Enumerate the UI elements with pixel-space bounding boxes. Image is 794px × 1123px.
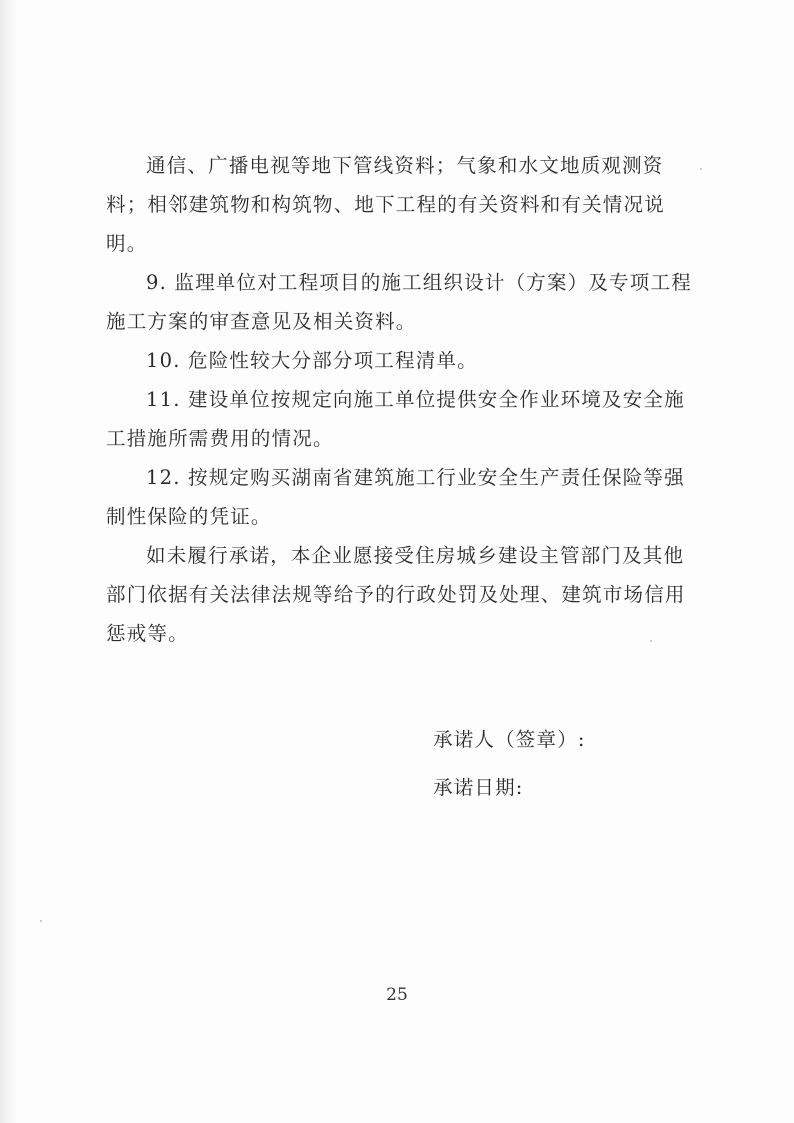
- page-number: 25: [386, 985, 408, 1005]
- paragraph-item-12: 12. 按规定购买湖南省建筑施工行业安全生产责任保险等强制性保险的凭证。: [106, 466, 685, 528]
- paragraph-item-10: 10. 危险性较大分部分项工程清单。: [146, 349, 478, 372]
- document-body: [106, 146, 694, 653]
- signer-label: 承诺人（签章）:: [433, 728, 586, 751]
- paragraph-commitment: 如未履行承诺，本企业愿接受住房城乡建设主管部门及其他部门依据有关法律法规等给予的行政处罚及处理、建筑市场信用惩戒等。: [106, 544, 686, 645]
- paragraph-item-11: 11. 建设单位按规定向施工单位提供安全作业环境及安全施工措施所需费用的情况。: [106, 388, 685, 450]
- paragraph-continuation: 通信、广播电视等地下管线资料；气象和水文地质观测资料；相邻建筑物和构筑物、地下工程的有关资料和有关情况说明。: [106, 154, 665, 255]
- signature-block: [433, 716, 586, 812]
- paragraph-item-9: 9. 监理单位对工程项目的施工组织设计（方案）及专项工程施工方案的审查意见及相关资料。: [106, 271, 692, 333]
- scan-speck: [650, 640, 652, 642]
- scan-edge: [0, 0, 18, 1123]
- scan-speck: [40, 920, 42, 922]
- date-label: 承诺日期:: [433, 776, 524, 799]
- scan-speck: [700, 168, 702, 170]
